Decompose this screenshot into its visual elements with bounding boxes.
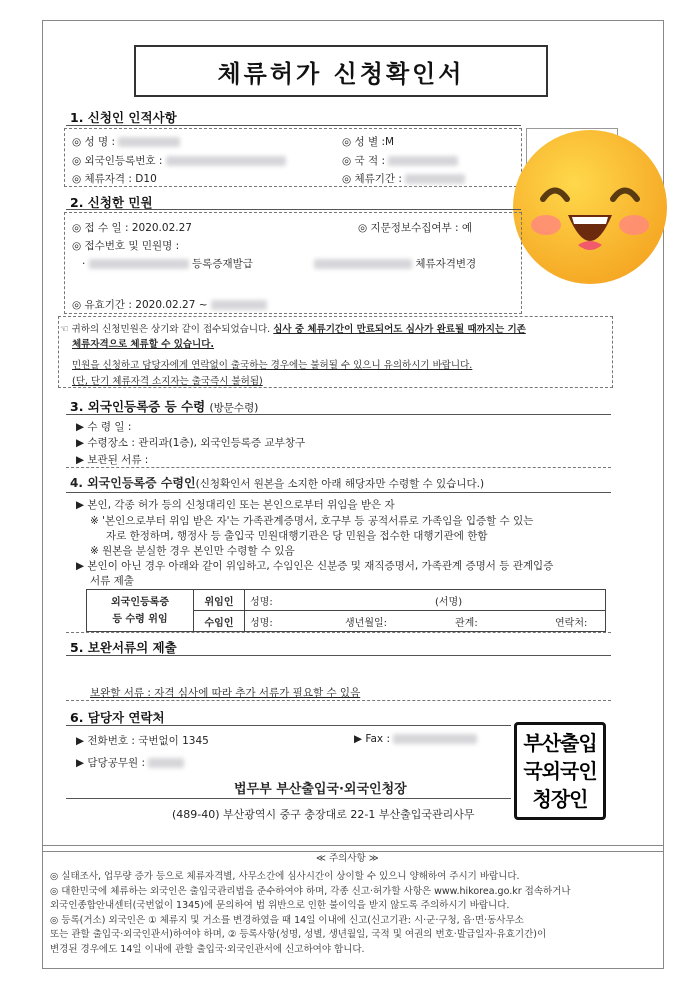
redacted-officer (148, 758, 184, 768)
fax-field (354, 733, 477, 745)
name-label: ◎ 성 명 : (72, 136, 115, 148)
relation-label: 관계: (455, 617, 478, 629)
contact-label: 연락처: (555, 617, 588, 629)
sex-label: ◎ 성 별 : (342, 136, 385, 148)
section4-note: (신청확인서 원본을 소지한 아래 해당자만 수령할 수 있습니다.) (195, 478, 485, 490)
delegation-table (86, 589, 606, 632)
note-line: ◎ 대한민국에 체류하는 외국인은 출입국관리법을 준수하여야 하며, 각종 신고·허가할 사항은 www.hikorea.go.kr 접속하거나 (50, 886, 571, 897)
fingerprint-field (358, 220, 472, 235)
phone-value: 국번없이 1345 (138, 735, 209, 747)
status-value: D10 (135, 173, 157, 185)
delegation-head-2: 등 수령 위임 (112, 613, 168, 625)
notice-bold-text: 심사 중 체류기간이 만료되어도 심사가 완료될 때까지는 기존 (273, 324, 526, 335)
receiver-line-2: ※ '본인으로부터 위임 받은 자'는 가족관계증명서, 호구부 등 공적서류로 가족임을 입증할 수 있는 (90, 515, 534, 527)
redacted-receipt-number (314, 259, 412, 269)
valid-period-field (72, 297, 267, 312)
divider (66, 414, 611, 415)
period-field (342, 171, 465, 186)
receiver-line-6: 서류 제출 (90, 575, 134, 587)
stamp-line: 부산출입 (523, 731, 597, 755)
delegate-label: 수임인 (194, 611, 245, 632)
notice-icon: ☜ (60, 324, 69, 335)
item-bullet: · (82, 258, 86, 270)
receive-place-field (76, 435, 305, 450)
divider (66, 700, 611, 701)
notice-box (58, 316, 613, 388)
redacted-fax (393, 734, 477, 744)
application-item-2-name: 체류자격변경 (415, 258, 477, 270)
note-line: 또는 관할 출입국·외국인관서)하여야 하며, ② 등록사항(성명, 성별, 생년월일, 국적 및 여권의 번호·발급일자·유효기간)이 (50, 929, 547, 940)
officer-label: ▶ 담당공무원 : (76, 757, 146, 769)
status-label: ◎ 체류자격 : (72, 173, 132, 185)
receipt-date-value: 2020.02.27 (131, 222, 192, 234)
country-label: ◎ 국 적 : (342, 155, 385, 167)
delegation-head (87, 590, 194, 632)
redacted-valid-end (211, 300, 267, 310)
redacted-name (118, 137, 180, 147)
redacted-reg-number (166, 156, 286, 166)
fingerprint-value: 예 (461, 222, 473, 234)
delegator-name-label: 성명: (250, 596, 273, 608)
sex-field (342, 134, 394, 149)
delegate-cell (245, 611, 606, 632)
divider (66, 209, 521, 210)
receive-place-label: ▶ 수령장소 : (76, 437, 135, 449)
fax-label: ▶ Fax : (354, 733, 391, 745)
valid-period-label: ◎ 유효기간 : (72, 299, 132, 311)
period-label: ◎ 체류기간 : (342, 173, 402, 185)
divider (66, 467, 611, 468)
notes-heading: ≪ 주의사항 ≫ (316, 853, 379, 864)
note-line: 변경된 경우에도 14일 이내에 관할 출입국·외국인관서에 신고하여야 합니다. (50, 944, 365, 955)
name-field (72, 134, 180, 149)
status-field (72, 171, 157, 186)
receipt-date-field (72, 220, 192, 235)
section1-heading: 1. 신청인 인적사항 (70, 110, 177, 125)
phone-field (76, 733, 209, 748)
notice-bold-text-2: 체류자격으로 체류할 수 있습니다. (72, 339, 215, 350)
redacted-receipt-number (89, 259, 189, 269)
officer-field (76, 755, 184, 770)
reg-number-field (72, 153, 286, 168)
note-line: ◎ 등록(거소) 외국인은 ① 체류지 및 거소를 변경하였을 때 14일 이내에 신고(신고기관: 시·군·구청, 읍·면·동사무소 (50, 915, 524, 926)
agency-name: 법무부 부산출입국·외국인청장 (234, 782, 407, 797)
supplement-docs-value: 자격 심사에 따라 추가 서류가 필요할 수 있음 (154, 687, 361, 699)
section6-heading: 6. 담당자 연락처 (70, 710, 165, 725)
section3-title: 3. 외국인등록증 등 수령 (70, 399, 206, 414)
country-field (342, 153, 458, 168)
delegator-cell (245, 590, 606, 611)
receiver-line-5: ▶ 본인이 아닌 경우 아래와 같이 위임하고, 수임인은 신분증 및 재직증명서, 가족관계 증명서 등 관계입증 (76, 560, 554, 572)
birth-label: 생년월일: (345, 617, 388, 629)
supplement-docs-field (90, 685, 360, 700)
agency-address: (489-40) 부산광역시 중구 충장대로 22-1 부산출입국관리사무 (172, 808, 475, 821)
divider (66, 798, 511, 799)
note-line: 외국인종합안내센터(국번없이 1345)에 문의하여 법 위반으로 인한 불이익을 받지 않도록 주의하시기 바랍니다. (50, 900, 510, 911)
application-item-1-name: 등록증재발급 (192, 258, 253, 270)
receipt-date-label: ◎ 접 수 일 : (72, 222, 129, 234)
section3-heading (70, 397, 258, 415)
reg-number-label: ◎ 외국인등록번호 : (72, 155, 163, 167)
phone-label: ▶ 전화번호 : (76, 735, 135, 747)
application-item-2 (314, 256, 476, 271)
delegate-name-label: 성명: (250, 617, 273, 629)
section4-heading (70, 474, 484, 491)
delegation-head-1: 외국인등록증 (111, 596, 169, 608)
sex-value: M (385, 136, 395, 148)
application-item-1 (82, 256, 253, 271)
receive-date-label: ▶ 수 령 일 : (76, 421, 132, 433)
receiver-line-3: 자로 한정하며, 행정사 등 출입국 민원대행기관은 당 민원을 접수한 대행기관에 한함 (106, 530, 488, 542)
divider (66, 655, 611, 656)
receiver-line-4: ※ 원본을 분실한 경우 본인만 수령할 수 있음 (90, 545, 295, 557)
divider (66, 632, 611, 633)
section5-heading: 5. 보완서류의 제출 (70, 640, 177, 655)
divider (66, 492, 611, 493)
stored-docs-label: ▶ 보관된 서류 : (76, 454, 149, 466)
stamp-line: 청장인 (532, 787, 588, 811)
notice-line-2: 민원을 신청하고 담당자에게 연락없이 출국하는 경우에는 불허될 수 있으니 유의하시기 바랍니다. (72, 360, 473, 371)
receive-place-value: 관리과(1층), 외국인등록증 교부창구 (138, 437, 306, 449)
delegator-label: 위임인 (194, 590, 245, 611)
note-line: ◎ 실태조사, 업무량 증가 등으로 체류자격별, 사무소간에 심사시간이 상이할 수 있으니 양해하여 주시기 바랍니다. (50, 871, 520, 882)
notice-text: 귀하의 신청민원은 상기와 같이 접수되었습니다. (71, 324, 271, 335)
divider (66, 125, 521, 126)
receipt-number-label: ◎ 접수번호 및 민원명 : (72, 240, 180, 252)
valid-period-value: 2020.02.27 ~ (135, 299, 208, 311)
fingerprint-label: ◎ 지문정보수집여부 : (358, 222, 459, 234)
divider (66, 725, 511, 726)
stamp-line: 국외국인 (523, 759, 597, 783)
smiley-face-icon (510, 127, 670, 287)
section3-note: (방문수령) (209, 402, 259, 414)
receiver-line-1: ▶ 본인, 각종 허가 등의 신청대리인 또는 본인으로부터 위임을 받은 자 (76, 499, 395, 511)
supplement-docs-label: 보완할 서류 : (90, 687, 151, 699)
redacted-period (405, 174, 465, 184)
section2-heading: 2. 신청한 민원 (70, 195, 153, 210)
section4-title: 4. 외국인등록증 수령인 (70, 476, 196, 490)
document-title: 체류허가 신청확인서 (134, 45, 548, 97)
signature-label: (서명) (435, 596, 463, 608)
redacted-country (388, 156, 458, 166)
official-seal-stamp (514, 722, 606, 820)
table-row (87, 590, 606, 611)
notice-line-3: (단, 단기 체류자격 소지자는 출국즉시 불허됨) (72, 376, 263, 387)
